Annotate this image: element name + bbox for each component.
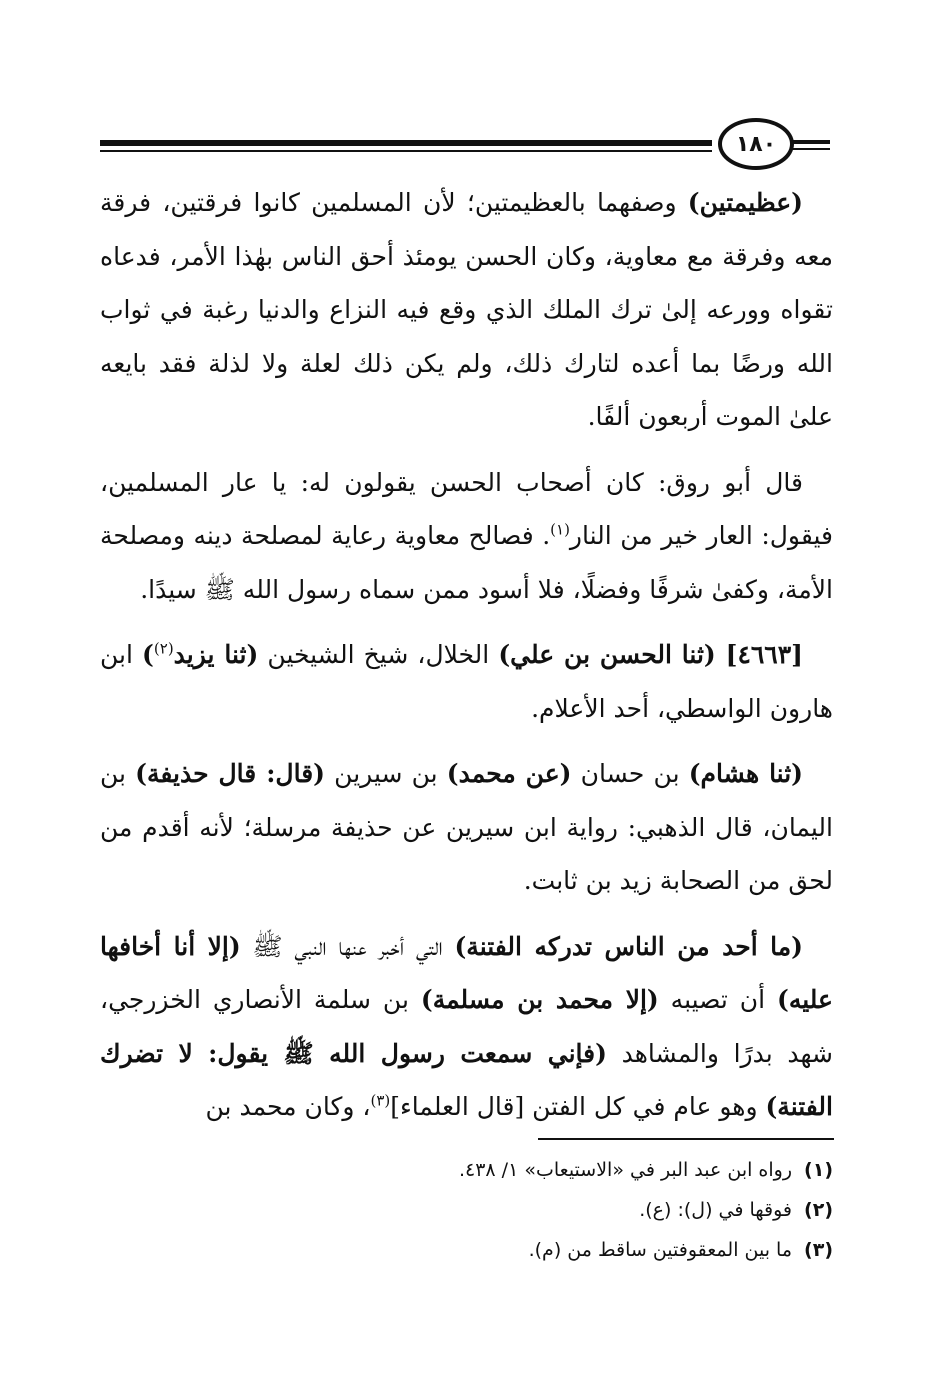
- page-number-medallion: [718, 118, 794, 170]
- paragraph-1: [100, 176, 833, 444]
- paragraph-3: [100, 628, 833, 735]
- bold-phrase: (عن محمد): [446, 759, 572, 788]
- text-run: قال أبو روق: كان أصحاب الحسن يقولون له: يا عار المسلمين، فيقول: العار خير من النار: [100, 467, 833, 550]
- text-run: التي أخبر عنها النبي ﷺ: [240, 931, 455, 961]
- header-rule-thick: [100, 140, 712, 146]
- footnote-2: [100, 1190, 833, 1230]
- bold-phrase: (ثنا يزيد: [173, 640, 259, 669]
- footnote-3: [100, 1230, 833, 1270]
- page-header: [100, 118, 830, 174]
- header-rule-thin: [100, 150, 712, 152]
- bold-phrase: (ثنا هشام): [688, 759, 804, 788]
- text-run: بن سلمة الأنصاري الخزرجي، شهد بدرًا والمشاهد: [100, 985, 833, 1068]
- footnotes: [100, 1150, 833, 1270]
- footnote-number: (٣): [804, 1239, 833, 1261]
- header-rule-right: [790, 140, 830, 144]
- bold-phrase: (ما أحد من الناس تدركه الفتنة): [454, 931, 803, 961]
- footnote-number: (٢): [804, 1199, 833, 1221]
- bold-phrase: (قال: قال حذيفة): [135, 759, 325, 788]
- text-run: ابن هارون الواسطي، أحد الأعلام.: [100, 640, 833, 723]
- text-run: أن تصيبه: [658, 985, 777, 1014]
- footnote-number: (١): [804, 1159, 833, 1181]
- text-run: بن اليمان، قال الذهبي: رواية ابن سيرين عن حذيفة مرسلة؛ لأنه أقدم من لحق من الصحابة زيد بن ثابت.: [100, 759, 833, 895]
- footnote-marker[interactable]: (١): [550, 520, 570, 539]
- main-text: [100, 176, 833, 1146]
- text-run: الخلال، شيخ الشيخين: [258, 640, 499, 669]
- text-run: بن سيرين: [324, 759, 447, 788]
- bold-phrase: [٤٦٦٣] (ثنا الحسن بن علي): [498, 640, 803, 669]
- text-run: . فصالح معاوية رعاية لمصلحة دينه ومصلحة الأمة، وكفىٰ شرفًا وفضلًا، فلا أسود ممن سماه رسول الله ﷺ سيدًا.: [100, 521, 833, 604]
- footnote-1: [100, 1150, 833, 1190]
- text-run: بن حسان: [571, 759, 689, 788]
- footnote-text: رواه ابن عبد البر في «الاستيعاب» ١/ ٤٣٨.: [458, 1159, 793, 1181]
- footnote-separator: [538, 1138, 834, 1140]
- bold-phrase: (عظيمتين): [687, 188, 803, 217]
- paragraph-4: [100, 747, 833, 908]
- footnote-marker[interactable]: (٢): [153, 639, 174, 658]
- footnote-text: ما بين المعقوفتين ساقط من (م).: [528, 1239, 793, 1261]
- text-run: ، وكان محمد بن: [205, 1092, 371, 1121]
- page-number: ١٨٠: [735, 131, 777, 157]
- bold-phrase: (إلا أنا أخافها عليه): [100, 931, 833, 1014]
- footnote-marker[interactable]: (٣): [370, 1091, 391, 1110]
- bold-phrase: (إلا محمد بن مسلمة): [420, 985, 659, 1014]
- paragraph-2: [100, 456, 833, 617]
- footnote-text: فوقها في (ل): (ع).: [639, 1199, 793, 1221]
- text-run: وصفهما بالعظيمتين؛ لأن المسلمين كانوا فرقتين، فرقة معه وفرقة مع معاوية، وكان الحسن يومئذ أحق الناس بهٰذا الأمر، فدعاه تقواه وورعه إلىٰ ترك الملك الذي وقع فيه النزاع والدنيا رغبة في ثواب الله ورضًا بما أعده لتارك ذلك، ولم يكن ذلك لعلة ولا لذلة فقد بايعه علىٰ الموت أربعون ألفًا.: [100, 188, 833, 431]
- paragraph-5: [100, 920, 833, 1134]
- header-rule-right-thin: [790, 148, 830, 150]
- text-run: وهو عام في كل الفتن [قال العلماء]: [390, 1092, 766, 1121]
- bold-phrase: ): [142, 640, 154, 669]
- bold-phrase: (فإني سمعت رسول الله ﷺ يقول: لا تضرك الفتنة): [100, 1038, 833, 1121]
